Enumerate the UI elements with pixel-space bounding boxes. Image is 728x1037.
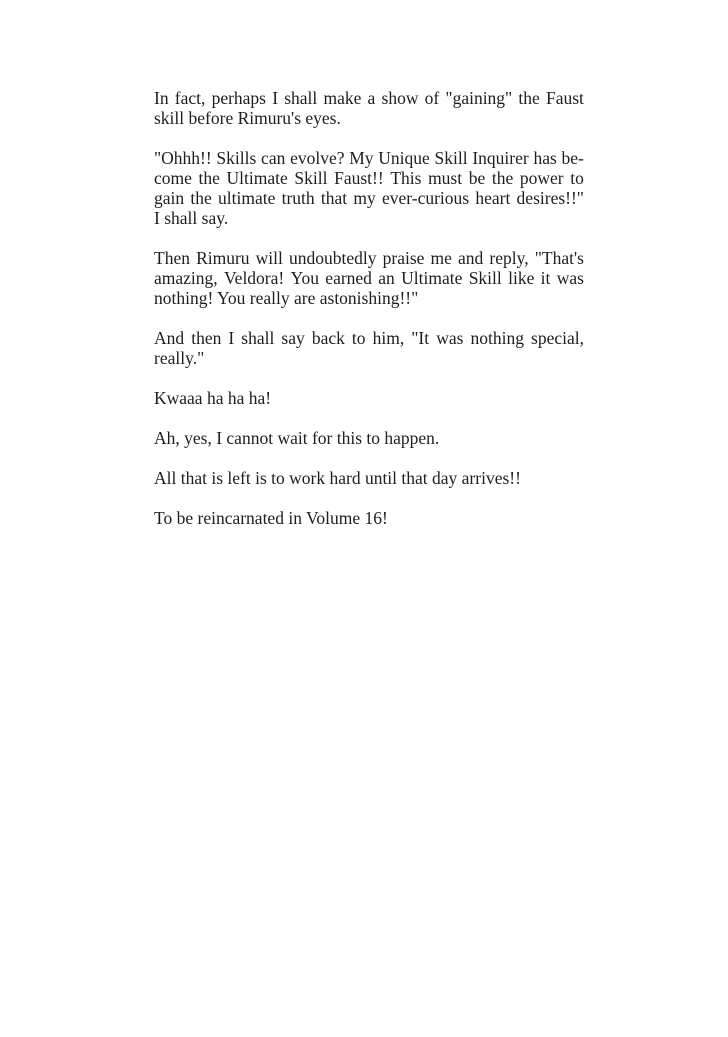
paragraph [154,148,584,228]
text-line: "Ohhh!! Skills can evolve? My Unique Skill Inquirer has be- [154,148,584,168]
paragraph [154,428,584,448]
paragraph [154,388,584,408]
text-line: To be reincarnated in Volume 16! [154,508,388,528]
text-line: nothing! You really are astonishing!!" [154,288,419,308]
text-line: I shall say. [154,208,229,228]
text-line: All that is left is to work hard until that day arrives!! [154,468,521,488]
text-line: gain the ultimate truth that my ever-curious heart desires!!" [154,188,584,208]
text-line: skill before Rimuru's eyes. [154,108,341,128]
paragraph [154,508,584,528]
paragraph [154,248,584,308]
text-line: And then I shall say back to him, "It was nothing special, [154,328,584,348]
text-line: Kwaaa ha ha ha! [154,388,272,408]
text-line: really." [154,348,205,368]
text-line: Ah, yes, I cannot wait for this to happen. [154,428,440,448]
text-line: amazing, Veldora! You earned an Ultimate Skill like it was [154,268,584,288]
text-line: come the Ultimate Skill Faust!! This must be the power to [154,168,584,188]
paragraph [154,468,584,488]
text-line: Then Rimuru will undoubtedly praise me and reply, "That's [154,248,584,268]
paragraph [154,328,584,368]
text-line: In fact, perhaps I shall make a show of "gaining" the Faust [154,88,584,108]
paragraph [154,88,584,128]
text-block [154,88,584,528]
